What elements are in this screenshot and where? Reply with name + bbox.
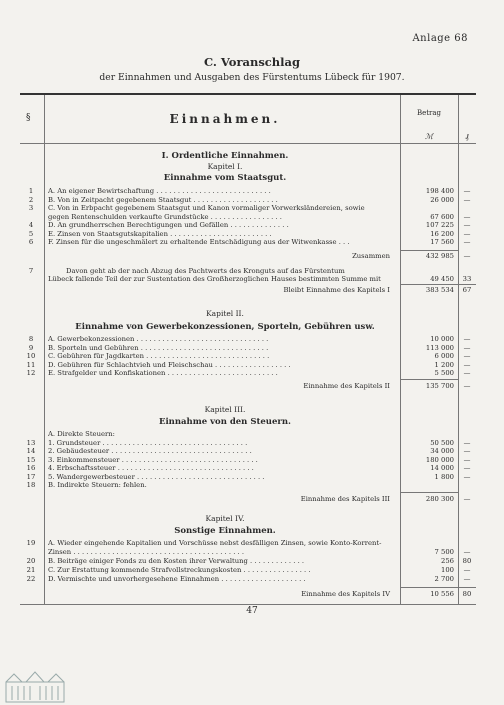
- row-number: 19: [26, 539, 36, 547]
- budget-table: [20, 93, 476, 605]
- header-divider: [20, 143, 476, 144]
- row-pf: —: [463, 447, 471, 455]
- row-pf: —: [463, 212, 471, 221]
- row-number: 22: [26, 575, 36, 583]
- row-amount: 14 000: [430, 464, 454, 472]
- row-pf: —: [463, 548, 471, 556]
- row-text: A. Direkte Steuern:: [48, 430, 115, 438]
- row-text: D. Gebühren für Schlachtvieh und Fleischschau . . . . . . . . . . . . . . . . . .: [48, 360, 291, 369]
- row-text: B. Sporteln und Gebühren . . . . . . . . . . . . . . . . . . . . . . . . . . . . . .: [48, 343, 269, 352]
- row-amount: 256: [441, 557, 454, 565]
- sum-rule: [400, 587, 458, 588]
- annex-label: Anlage 68: [412, 33, 468, 44]
- total-label: Einnahme des Kapitels III: [300, 495, 390, 503]
- row-number: 11: [26, 360, 36, 369]
- kapitel-2-label: Kapitel II.: [206, 309, 244, 318]
- row-pf: —: [463, 455, 471, 464]
- document-subtitle: der Einnahmen und Ausgaben des Fürstentums Lübeck für 1907.: [99, 72, 405, 83]
- row-amount: 198 400: [425, 187, 454, 195]
- row-amount: 100: [441, 566, 454, 574]
- row-amount: 7 500: [434, 548, 454, 556]
- kapitel-2-title: Einnahme von Gewerbekonzessionen, Sporteln, Gebühren usw.: [75, 322, 375, 332]
- row-pf: —: [463, 575, 471, 583]
- row-pf: —: [463, 187, 471, 195]
- row-text: 5. Wandergewerbesteuer . . . . . . . . . . . . . . . . . . . . . . . . . . . . . .: [48, 472, 265, 481]
- row-number: 2: [28, 195, 34, 204]
- row-text: 1. Grundsteuer . . . . . . . . . . . . . . . . . . . . . . . . . . . . . . . . . .: [48, 438, 248, 447]
- row-number: 18: [26, 481, 36, 489]
- row-text: 4. Erbschaftssteuer . . . . . . . . . . . . . . . . . . . . . . . . . . . . . . . .: [48, 464, 254, 472]
- row-number: 6: [28, 238, 34, 246]
- row-pf: —: [463, 335, 471, 343]
- row-number: 3: [28, 204, 34, 212]
- page-number: 47: [246, 606, 258, 616]
- row-number: 12: [26, 369, 36, 377]
- row-pf: —: [463, 360, 471, 369]
- row-number: 9: [28, 343, 34, 352]
- row-pf: —: [463, 352, 471, 360]
- kapitel-1-label: Kapitel I.: [207, 162, 243, 171]
- row-amount: 67 600: [430, 212, 454, 221]
- total-value: 383 534: [425, 286, 454, 294]
- sum-rule: [458, 284, 476, 285]
- row-pf: —: [463, 238, 471, 246]
- row-number: 5: [28, 229, 34, 238]
- sum-rule: [458, 587, 476, 588]
- total-label: Bleibt Einnahme des Kapitels I: [283, 286, 390, 294]
- einnahmen-header: Einnahmen.: [169, 112, 281, 126]
- zusammen-pf: —: [463, 252, 471, 260]
- row-pf: 80: [462, 557, 472, 565]
- row-pf: —: [463, 343, 471, 352]
- row-text: A. An eigener Bewirtschaftung . . . . . . . . . . . . . . . . . . . . . . . . . . .: [48, 187, 271, 195]
- row-pf: —: [463, 464, 471, 472]
- row-number: 17: [26, 472, 36, 481]
- row-amount: 10 000: [430, 335, 454, 343]
- row-amount: 1 800: [434, 472, 454, 481]
- total-label: Einnahme des Kapitels IV: [301, 590, 390, 598]
- row-number: 8: [28, 335, 34, 343]
- row-number: 13: [26, 438, 36, 447]
- total-pf: 67: [462, 286, 472, 294]
- section-title: I. Ordentliche Einnahmen.: [161, 151, 289, 161]
- zusammen-value: 432 985: [425, 252, 454, 260]
- row-pf: —: [463, 438, 471, 447]
- row-text: B. Indirekte Steuern: fehlen.: [48, 481, 147, 489]
- row-number: 16: [26, 464, 36, 472]
- row-amount: 49 450: [430, 275, 454, 283]
- document-title: C. Voranschlag: [203, 55, 301, 69]
- kapitel-4-label: Kapitel IV.: [205, 514, 245, 523]
- row-text: D. An grundherrschen Berechtigungen und Gefällen . . . . . . . . . . . . . .: [48, 221, 289, 229]
- row-text: C. Von in Erbpacht gegebenem Staatsgut und Kanon vormaliger Vorwerksländereien, sowie: [48, 204, 365, 212]
- row-text: 2. Gebäudesteuer . . . . . . . . . . . . . . . . . . . . . . . . . . . . . . . . .: [48, 447, 252, 455]
- row-amount: 50 500: [430, 438, 454, 447]
- row-text: 3. Einkommensteuer . . . . . . . . . . . . . . . . . . . . . . . . . . . . . . . .: [48, 455, 258, 464]
- row-pf: 33: [462, 275, 472, 283]
- column-divider: [44, 95, 45, 605]
- row-amount: 1 200: [434, 360, 454, 369]
- row-amount: 5 500: [434, 369, 454, 377]
- row-pf: —: [463, 195, 471, 204]
- row-text: Zinsen . . . . . . . . . . . . . . . . . . . . . . . . . . . . . . . . . . . . . . . .: [48, 548, 245, 556]
- row-pf: —: [463, 369, 471, 377]
- pfennig-header: ₰: [465, 132, 469, 141]
- row-pf: —: [463, 229, 471, 238]
- kapitel-4-title: Sonstige Einnahmen.: [174, 526, 276, 536]
- row-number: 10: [26, 352, 36, 360]
- table-bottom-border: [20, 604, 476, 605]
- total-pf: —: [463, 382, 471, 390]
- total-value: 135 700: [425, 382, 454, 390]
- total-value: 280 300: [425, 495, 454, 503]
- kapitel-3-title: Einnahme von den Steuern.: [158, 417, 292, 427]
- row-amount: 2 700: [434, 575, 454, 583]
- kapitel-3-label: Kapitel III.: [204, 405, 246, 414]
- row-number: 14: [26, 447, 36, 455]
- library-building-logo: [4, 668, 66, 704]
- row-text: E. Strafgelder und Konfiskationen . . . . . . . . . . . . . . . . . . . . . . . . . .: [48, 369, 278, 377]
- row-number: 21: [26, 566, 36, 574]
- row-amount: 113 000: [425, 343, 454, 352]
- row-text: A. Gewerbekonzessionen . . . . . . . . . . . . . . . . . . . . . . . . . . . . . . .: [48, 335, 269, 343]
- total-label: Einnahme des Kapitels II: [303, 382, 390, 390]
- row-amount: 6 000: [434, 352, 454, 360]
- total-pf: 80: [462, 590, 472, 598]
- row-text: B. Von in Zeitpacht gegebenem Staatsgut . . . . . . . . . . . . . . . . . . . .: [48, 195, 278, 204]
- row-pf: —: [463, 472, 471, 481]
- sum-rule: [400, 379, 458, 380]
- row-text: A. Wieder eingehende Kapitalien und Vorschüsse nebst desfälligen Zinsen, sowie Konto-Korrent-: [48, 539, 382, 547]
- row-pf: —: [463, 566, 471, 574]
- betrag-header: Betrag: [416, 109, 442, 117]
- row-text: gegen Rentenschulden verkaufte Grundstücke . . . . . . . . . . . . . . . . .: [48, 212, 282, 221]
- row-pf: —: [463, 221, 471, 229]
- row-amount: 107 225: [425, 221, 454, 229]
- row-text: E. Zinsen von Staatsgutskapitalien . . . . . . . . . . . . . . . . . . . . . . . .: [48, 229, 272, 238]
- row-text: B. Beiträge einiger Fonds zu den Kosten ihrer Verwaltung . . . . . . . . . . . . .: [48, 557, 305, 565]
- row-amount: 180 000: [425, 455, 454, 464]
- section-column-header: §: [26, 113, 31, 123]
- row-amount: 26 000: [430, 195, 454, 204]
- row-text: Lübeck fallende Teil der zur Sustentation des Großherzoglichen Hauses bestimmten Summe mit: [48, 275, 381, 283]
- sum-rule: [400, 492, 458, 493]
- sum-rule: [400, 250, 458, 251]
- row-number: 4: [28, 221, 34, 229]
- row-text: C. Gebühren für Jagdkarten . . . . . . . . . . . . . . . . . . . . . . . . . . . . .: [48, 352, 270, 360]
- row-text: C. Zur Erstattung kommende Strafvollstreckungskosten . . . . . . . . . . . . . . . .: [48, 566, 311, 574]
- sum-rule: [400, 284, 458, 285]
- row-number: 20: [26, 557, 36, 565]
- row-amount: 34 000: [430, 447, 454, 455]
- mark-header: ℳ: [424, 132, 434, 141]
- zusammen-label: Zusammen: [352, 252, 390, 260]
- row-text: F. Zinsen für die ungeschmälert zu erhaltende Entschädigung aus der Witwenkasse . . .: [48, 238, 350, 246]
- total-value: 10 556: [430, 590, 454, 598]
- row-amount: 16 200: [430, 229, 454, 238]
- row-number: 7: [28, 267, 34, 275]
- total-pf: —: [463, 495, 471, 503]
- row-amount: 17 560: [430, 238, 454, 246]
- row-number: 15: [26, 455, 36, 464]
- row-text: D. Vermischte und unvorhergesehene Einnahmen . . . . . . . . . . . . . . . . . . . .: [48, 575, 306, 583]
- row-text: Davon geht ab der nach Abzug des Pachtwerts des Kronguts auf das Fürstentum: [66, 267, 345, 275]
- kapitel-1-title: Einnahme vom Staatsgut.: [163, 173, 287, 183]
- row-number: 1: [28, 187, 34, 195]
